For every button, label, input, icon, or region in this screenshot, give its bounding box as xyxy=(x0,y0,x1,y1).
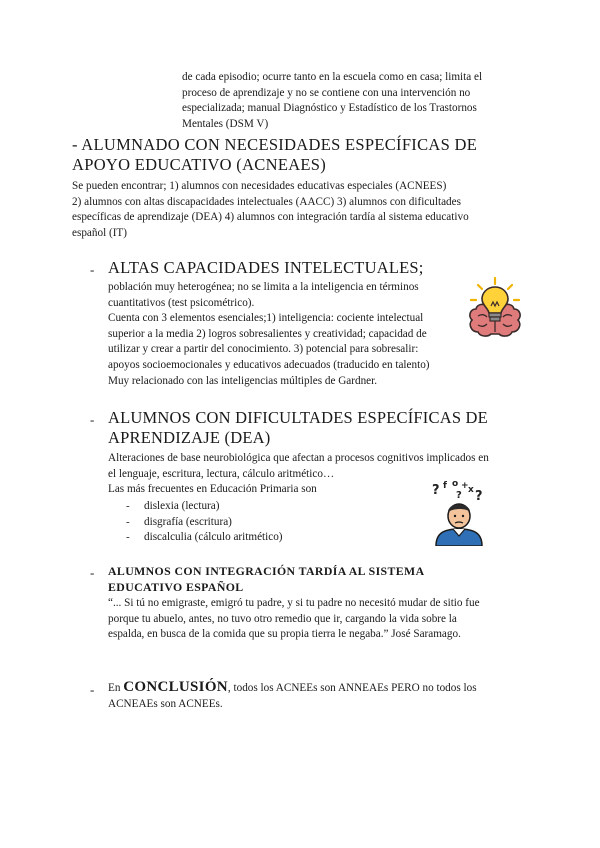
it-heading-line2: EDUCATIVO ESPAÑOL xyxy=(108,580,244,594)
acneaes-line: español (IT) xyxy=(72,226,127,239)
dea-item: disgrafía (escritura) xyxy=(144,515,232,528)
list-item: - dislexia (lectura) xyxy=(126,499,283,515)
altas-line: apoyos socioemocionales y educativos adecuados (traducido en talento) xyxy=(108,358,430,371)
altas-heading-suffix: ; xyxy=(418,258,424,277)
dea-item: dislexia (lectura) xyxy=(144,500,220,512)
acneaes-line: específicas de aprendizaje (DEA) 4) alumnos con integración tardía al sistema educativo xyxy=(72,211,469,224)
acneaes-line: 2) alumnos con altas discapacidades intelectuales (AACC) 3) alumnos con dificultades xyxy=(72,195,461,208)
conclusion-paragraph xyxy=(108,678,548,713)
dea-item: discalculia (cálculo aritmético) xyxy=(144,531,283,544)
svg-text:?: ? xyxy=(456,490,462,501)
conclusion-bullet: - xyxy=(90,682,95,697)
altas-line: superior a la media 2) logros sobresalientes y creatividad; capacidad de xyxy=(108,327,427,340)
intro-line: Mentales (DSM V) xyxy=(182,117,269,130)
dea-line: Las más frecuentes en Educación Primaria son xyxy=(108,483,317,496)
altas-line: Cuenta con 3 elementos esenciales;1) inteligencia: cociente intelectual xyxy=(108,312,424,325)
altas-line: cuantitativos (test psicométrico). xyxy=(108,296,255,309)
svg-text:o: o xyxy=(452,479,459,489)
confused-student-icon xyxy=(428,478,490,546)
altas-paragraph xyxy=(108,280,430,389)
it-quote xyxy=(108,596,480,643)
svg-text:x: x xyxy=(468,485,474,495)
acneaes-paragraph xyxy=(72,179,469,241)
dea-bullet: - xyxy=(90,412,95,427)
it-line: porque tu abuelo, antes, no tuvo otro remedio que ir, cargando la vida sobre la xyxy=(108,612,457,625)
intro-line: especializada; manual Diagnóstico y Estadístico de los Trastornos xyxy=(182,102,477,115)
dea-heading xyxy=(108,408,488,448)
it-line: “... Si tú no emigraste, emigró tu padre, y si tu padre no necesitó mudar de sitio fue xyxy=(108,597,480,609)
acneaes-line: Se pueden encontrar; 1) alumnos con necesidades educativas especiales (ACNEES) xyxy=(72,180,447,192)
altas-bullet: - xyxy=(90,262,95,277)
altas-heading xyxy=(108,258,424,278)
acneaes-heading-line2: APOYO EDUCATIVO (ACNEAES) xyxy=(72,155,327,174)
intro-line: proceso de aprendizaje y no se contiene con una intervención no xyxy=(182,86,471,99)
altas-line: población muy heterogénea; no se limita a la inteligencia en términos xyxy=(108,281,419,293)
acneaes-heading-line1: - ALUMNADO CON NECESIDADES ESPECÍFICAS DE xyxy=(72,135,478,154)
altas-line: Muy relacionado con las inteligencias múltiples de Gardner. xyxy=(108,374,378,387)
list-item: - disgrafía (escritura) xyxy=(126,515,283,531)
svg-text:f: f xyxy=(443,481,447,491)
it-bullet: - xyxy=(90,565,95,580)
svg-text:?: ? xyxy=(475,489,483,504)
altas-heading-text: ALTAS CAPACIDADES INTELECTUALES xyxy=(108,258,419,277)
svg-text:?: ? xyxy=(432,483,440,498)
conclusion-rest: , todos los ACNEEs son ANNEAEs PERO no todos los xyxy=(227,682,477,694)
dea-heading-line1: ALUMNOS CON DIFICULTADES ESPECÍFICAS DE xyxy=(108,408,488,427)
svg-text:+: + xyxy=(461,481,469,491)
acneaes-heading xyxy=(72,135,477,175)
list-item: - discalculia (cálculo aritmético) xyxy=(126,530,283,546)
conclusion-keyword: CONCLUSIÓN xyxy=(123,679,228,695)
conclusion-prefix: En xyxy=(108,682,124,694)
it-heading xyxy=(108,563,425,595)
it-heading-line1: ALUMNOS CON INTEGRACIÓN TARDÍA AL SISTEMA xyxy=(108,564,425,578)
dea-list xyxy=(126,499,283,546)
it-line: espalda, en busca de la comida que su propia tierra le negaba.” José Saramago. xyxy=(108,628,461,641)
dea-line: el lenguaje, escritura, lectura, cálculo aritmético… xyxy=(108,467,335,480)
altas-line: utilizar y crear a partir del conocimiento. 3) potencial para sobresalir: xyxy=(108,343,419,356)
dea-heading-line2: APRENDIZAJE (DEA) xyxy=(108,428,271,447)
dea-line: Alteraciones de base neurobiológica que afectan a procesos cognitivos implicados en xyxy=(108,452,489,464)
lightbulb-brain-icon xyxy=(464,276,526,340)
intro-paragraph xyxy=(182,70,482,132)
intro-line: de cada episodio; ocurre tanto en la escuela como en casa; limita el xyxy=(182,71,483,83)
conclusion-line2: ACNEAEs son ACNEEs. xyxy=(108,698,223,710)
